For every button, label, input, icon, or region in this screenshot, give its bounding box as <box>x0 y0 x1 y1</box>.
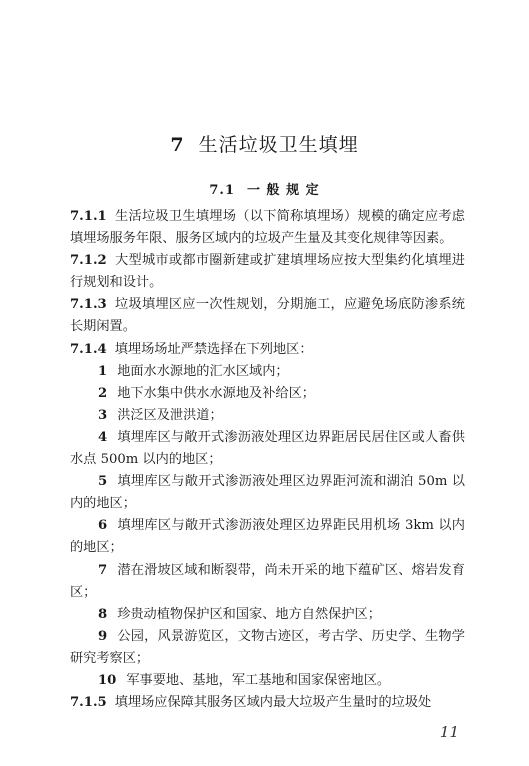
item-text: 填埋库区与敞开式渗沥液处理区边界距民用机场 3km 以内的地区； <box>70 518 465 556</box>
item-number: 10 <box>98 672 117 688</box>
clause-7-1-3 <box>70 294 465 338</box>
body-text <box>70 206 465 714</box>
clause-text: 生活垃圾卫生填埋场（以下简称填埋场）规模的确定应考虑填埋场服务年限、服务区域内的垃圾产生量及其变化规律等因素。 <box>70 209 465 247</box>
clause-number: 7.1.1 <box>70 209 107 224</box>
clause-7-1-5 <box>70 692 465 714</box>
item-number: 4 <box>98 429 108 445</box>
clause-text: 垃圾填埋区应一次性规划，分期施工，应避免场底防渗系统长期闲置。 <box>70 297 465 335</box>
clause-text: 填埋场应保障其服务区域内最大垃圾产生量时的垃圾处 <box>114 695 432 711</box>
clause-number: 7.1.5 <box>70 695 107 711</box>
item-text: 填埋库区与敞开式渗沥液处理区边界距河流和湖泊 50m 以内的地区； <box>70 474 465 512</box>
clause-number: 7.1.2 <box>70 253 107 269</box>
item-number: 2 <box>98 385 108 401</box>
item-number: 8 <box>98 606 108 622</box>
list-item-4 <box>70 427 465 471</box>
clause-7-1-2 <box>70 250 465 294</box>
clause-text: 填埋场场址严禁选择在下列地区： <box>114 341 313 357</box>
item-number: 1 <box>98 363 108 379</box>
item-text: 洪泛区及泄洪道； <box>117 407 223 423</box>
clause-text: 大型城市或都市圈新建或扩建填埋场应按大型集约化填埋进行规划和设计。 <box>70 253 465 291</box>
item-text: 潜在滑坡区域和断裂带，尚未开采的地下蕴矿区、熔岩发育区； <box>70 562 465 600</box>
list-item-5 <box>70 471 465 515</box>
list-item-10 <box>70 670 465 692</box>
item-number: 9 <box>98 628 108 644</box>
list-item-7 <box>70 560 465 604</box>
item-text: 地面水水源地的汇水区域内； <box>117 363 289 379</box>
chapter-number: 7 <box>170 134 185 156</box>
list-item-8 <box>70 604 465 626</box>
list-item-3 <box>70 405 465 427</box>
item-text: 填埋库区与敞开式渗沥液处理区边界距居民居住区或人畜供水点 500m 以内的地区； <box>70 429 465 468</box>
item-number: 5 <box>98 474 108 490</box>
item-number: 7 <box>98 562 108 578</box>
section-heading <box>0 179 529 198</box>
page-number: 11 <box>439 723 459 741</box>
item-number: 6 <box>98 518 108 534</box>
list-item-2 <box>70 383 465 405</box>
item-number: 3 <box>98 407 108 423</box>
item-text: 地下水集中供水水源地及补给区； <box>117 385 315 401</box>
list-item-9 <box>70 626 465 670</box>
clause-number: 7.1.3 <box>70 297 107 313</box>
item-text: 公园，风景游览区，文物古迹区，考古学、历史学、生物学研究考察区； <box>70 628 465 666</box>
section-title: 一 般 规 定 <box>247 183 320 198</box>
list-item-1 <box>70 361 465 383</box>
clause-7-1-1 <box>70 206 465 250</box>
item-text: 军事要地、基地，军工基地和国家保密地区。 <box>126 672 391 688</box>
section-number: 7.1 <box>209 183 236 198</box>
clause-number: 7.1.4 <box>70 341 107 357</box>
chapter-heading <box>0 130 529 157</box>
list-item-6 <box>70 515 465 559</box>
item-text: 珍贵动植物保护区和国家、地方自然保护区； <box>117 606 381 622</box>
chapter-title: 生活垃圾卫生填埋 <box>198 134 359 156</box>
clause-7-1-4 <box>70 339 465 361</box>
